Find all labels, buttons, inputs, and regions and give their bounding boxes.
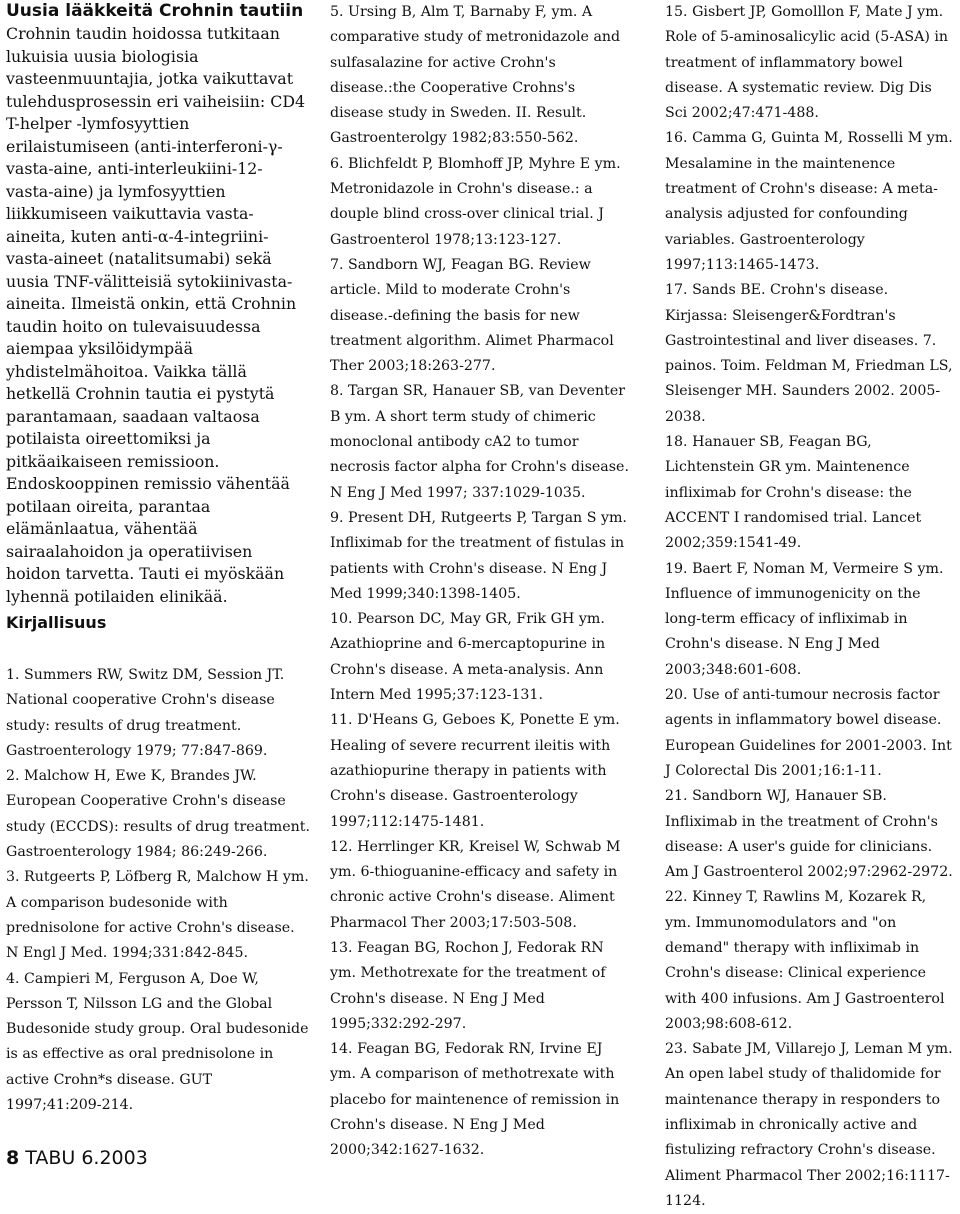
reference-item: 18. Hanauer SB, Feagan BG, Lichtenstein GR ym. Maintenence infliximab for Crohn's disease: the ACCENT I randomised trial. Lancet 2002;359:1541-49. [665,434,922,552]
reference-item: 14. Feagan BG, Fedorak RN, Irvine EJ ym. A comparison of methotrexate with placebo for maintenence of remission in Crohn's disease. N Eng J Med 2000;342:1627-1632. [330,1041,620,1159]
references-column-2 [330,0,630,1164]
reference-item: 7. Sandborn WJ, Feagan BG. Review article. Mild to moderate Crohn's disease.-defining the basis for new treatment algorithm. Alimet Pharmacol Ther 2003;18:263-277. [330,256,614,375]
reference-item: 16. Camma G, Guinta M, Rosselli M ym. Mesalamine in the maintenence treatment of Crohn's disease: A meta-analysis adjusted for confounding variables. Gastroenterology 1997;113:1465-1473. [665,130,953,273]
references-heading: Kirjallisuus [6,613,107,632]
reference-item: 13. Feagan BG, Rochon J, Fedorak RN ym. Methotrexate for the treatment of Crohn's disease. N Eng J Med 1995;332:292-297. [330,939,606,1032]
page-number: 8 [6,1147,20,1169]
reference-item: 15. Gisbert JP, Gomolllon F, Mate J ym. Role of 5-aminosalicylic acid (5-ASA) in treatment of inflammatory bowel disease. A systematic review. Dig Dis Sci 2002;47:471-488. [665,4,949,122]
reference-item: 4. Campieri M, Ferguson A, Doe W, Persson T, Nilsson LG and the Global Budesonide study group. Oral budesonide is as effective as oral prednisolone in active Crohn*s disease. GUT 1997;41:209-214. [6,970,309,1114]
reference-item: 19. Baert F, Noman M, Vermeire S ym. Influence of immunogenicity on the long-term efficacy of infliximab in Crohn's disease. N Eng J Med 2003;348:601-608. [665,560,944,678]
reference-item: 12. Herrlinger KR, Kreisel W, Schwab M ym. 6-thioguanine-efficacy and safety in chronic active Crohn's disease. Aliment Pharmacol Ther 2003;17:503-508. [330,838,621,931]
reference-item: 6. Blichfeldt P, Blomhoff JP, Myhre E ym. Metronidazole in Crohn's disease.: a douple blind cross-over clinical trial. J Gastroenterol 1978;13:123-127. [330,155,621,248]
reference-item: 2. Malchow H, Ewe K, Brandes JW. European Cooperative Crohn's disease study (ECCDS): results of drug treatment. Gastroenterology 1984; 86:249-266. [6,768,311,861]
reference-item: 23. Sabate JM, Villarejo J, Leman M ym. An open label study of thalidomide for maintenance therapy in responders to infliximab in chronically active and fistulizing refractory Crohn's disease. Aliment Pharmacol Ther 2002;16:1117-1124. [665,1041,953,1209]
reference-item: 10. Pearson DC, May GR, Frik GH ym. Azathioprine and 6-mercaptopurine in Crohn's disease. A meta-analysis. Ann Intern Med 1995;37:123-131. [330,611,606,704]
reference-item: 21. Sandborn WJ, Hanauer SB. Infliximab in the treatment of Crohn's disease: A user's guide for clinicians. Am J Gastroenterol 2002;97:2962-2972. [665,788,953,881]
reference-item: 11. D'Heans G, Geboes K, Ponette E ym. Healing of severe recurrent ileitis with azathiopurine therapy in patients with Crohn's disease. Gastroenterology 1997;112:1475-1481. [330,712,620,830]
reference-item: 5. Ursing B, Alm T, Barnaby F, ym. A comparative study of metronidazole and sulfasalazine for active Crohn's disease.:the Cooperative Crohns's disease study in Sweden. II. Result. Gastroenterolgy 1982;83:550-562. [330,4,621,147]
references-column-1 [6,663,310,1118]
reference-item: 8. Targan SR, Hanauer SB, van Deventer B ym. A short term study of chimeric monoclonal antibody cA2 to tumor necrosis factor alpha for Crohn's disease. N Eng J Med 1997; 337:1029-1035. [330,383,629,501]
page-footer [6,1146,148,1170]
article-body: Crohnin taudin hoidossa tutkitaan lukuisia uusia biologisia vasteenmuuntajia, jotka vaikuttavat tulehdusprosessin eri vaiheisiin: CD4 T-helper -lymfosyyttien erilaistumiseen (anti-interferoni-γ-vasta-aine, anti-interleukiini-12-vasta-aine) ja lymfosyyttien liikkumiseen vaikuttavia vasta-aineita, kuten anti-α-4-integriini-vasta-aineet (natalitsumabi) sekä uusia TNF-välitteisiä sytokiinivasta-aineita. Ilmeistä onkin, että Crohnin taudin hoito on tulevaisuudessa aiempaa yksilöidympää yhdistelmähoitoa. Vaikka tällä hetkellä Crohnin tautia ei pystytä parantamaan, saadaan valtaosa potilaista oireettomiksi ja pitkäaikaiseen remissioon. Endoskooppinen remissio vähentää potilaan oireita, parantaa elämänlaatua, vähentää sairaalahoidon ja operatiivisen hoidon tarvetta. Tauti ei myöskään lyhennä potilaiden elinikää. [6,24,306,606]
references-column-3 [665,0,955,1214]
reference-item: 22. Kinney T, Rawlins M, Kozarek R, ym. Immunomodulators and "on demand" therapy with infliximab in Crohn's disease: Clinical experience with 400 infusions. Am J Gastroenterol 2003;98:608-612. [665,889,945,1032]
reference-item: 17. Sands BE. Crohn's disease. Kirjassa: Sleisenger&Fordtran's Gastrointestinal and liver diseases. 7. painos. Toim. Feldman M, Friedman LS, Sleisenger MH. Saunders 2002. 2005-2038. [665,282,953,425]
reference-item: 9. Present DH, Rutgeerts P, Targan S ym. Infliximab for the treatment of fistulas in patients with Crohn's disease. N Eng J Med 1999;340:1398-1405. [330,509,627,602]
reference-item: 3. Rutgeerts P, Löfberg R, Malchow H ym. A comparison budesonide with prednisolone for active Crohn's disease. N Engl J Med. 1994;331:842-845. [6,869,309,962]
reference-item: 20. Use of anti-tumour necrosis factor agents in inflammatory bowel disease. European Guidelines for 2001-2003. Int J Colorectal Dis 2001;16:1-11. [665,687,952,779]
reference-item: 1. Summers RW, Switz DM, Session JT. National cooperative Crohn's disease study: results of drug treatment. Gastroenterology 1979; 77:847-869. [6,667,285,759]
article-column [6,0,310,608]
article-title: Uusia lääkkeitä Crohnin tautiin [6,1,304,21]
publication-name: TABU 6.2003 [25,1147,148,1169]
